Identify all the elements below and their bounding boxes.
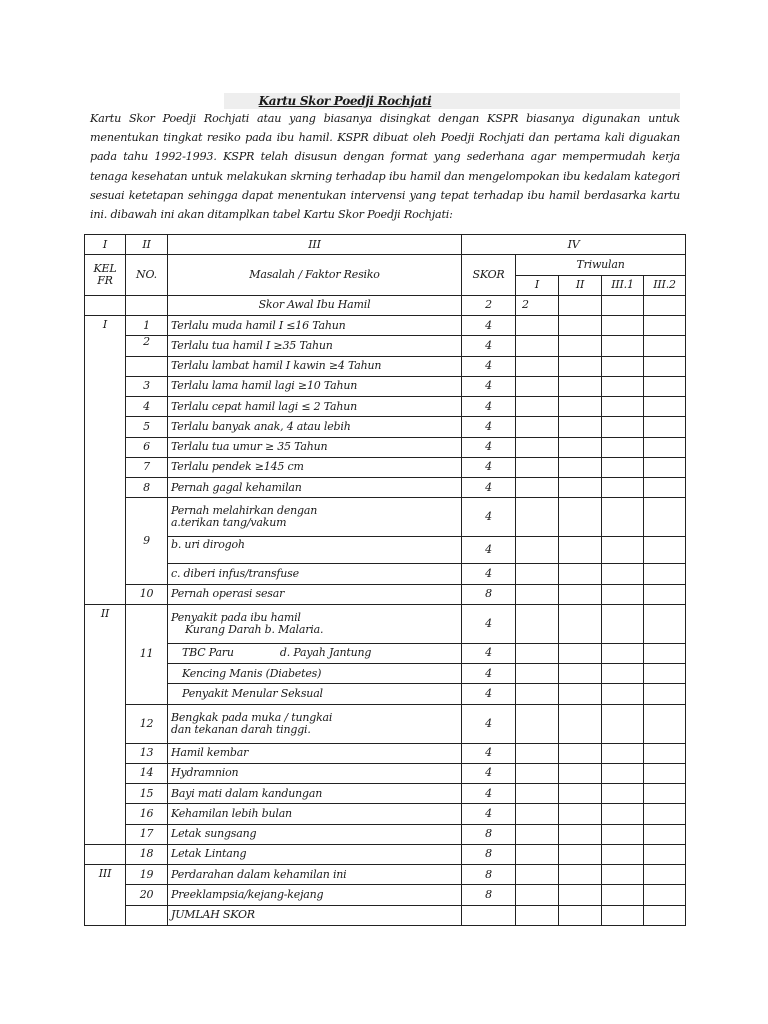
row-text: Terlalu tua umur ≥ 35 Tahun <box>168 437 462 457</box>
row-no <box>126 356 168 376</box>
row-text: Terlalu lama hamil lagi ≥10 Tahun <box>168 376 462 396</box>
header-kel-fr <box>85 255 126 296</box>
row-no: 15 <box>126 784 168 804</box>
row-skor: 4 <box>462 604 516 643</box>
row-text: Letak Lintang <box>168 844 462 864</box>
row-text: Perdarahan dalam kehamilan ini <box>168 865 462 885</box>
document-title: Kartu Skor Poedji Rochjati <box>258 94 432 108</box>
header-masalah: Masalah / Faktor Resiko <box>168 255 462 296</box>
row-no: 16 <box>126 804 168 824</box>
row-text: Letak sungsang <box>168 824 462 844</box>
row-no: 20 <box>126 885 168 905</box>
table-row <box>85 417 686 437</box>
table-row <box>85 643 686 663</box>
header-col-3: III <box>168 235 462 255</box>
row-text-line-1: Penyakit pada ibu hamil <box>171 610 301 624</box>
row-skor: 4 <box>462 643 516 663</box>
skor-awal-label: Skor Awal Ibu Hamil <box>168 295 462 315</box>
header-skor: SKOR <box>462 255 516 296</box>
row-skor: 8 <box>462 844 516 864</box>
table-row <box>85 824 686 844</box>
row-skor: 8 <box>462 885 516 905</box>
row-skor: 4 <box>462 457 516 477</box>
row-no: 7 <box>126 457 168 477</box>
skor-awal-triwulan-1: 2 <box>516 295 559 315</box>
row-no: 11 <box>126 604 168 704</box>
row-text: Terlalu tua hamil I ≥35 Tahun <box>168 336 462 356</box>
row-text: Terlalu pendek ≥145 cm <box>168 457 462 477</box>
row-no: 19 <box>126 865 168 885</box>
row-skor: 4 <box>462 437 516 457</box>
header-triwulan-3-2: III.2 <box>644 275 686 295</box>
row-skor: 4 <box>462 376 516 396</box>
row-text: b. uri dirogoh <box>168 537 462 564</box>
row-skor: 4 <box>462 743 516 763</box>
header-col-2: II <box>126 235 168 255</box>
row-text-line-1: Pernah melahirkan dengan <box>171 504 318 518</box>
row-skor: 4 <box>462 804 516 824</box>
row-text: Terlalu lambat hamil I kawin ≥4 Tahun <box>168 356 462 376</box>
header-row-labels <box>85 255 686 275</box>
row-no: 18 <box>126 844 168 864</box>
row-text: TBC Paru d. Payah Jantung <box>168 643 462 663</box>
row-text: Hydramnion <box>168 763 462 783</box>
row-text: Kencing Manis (Diabetes) <box>168 664 462 684</box>
skor-awal-value: 2 <box>462 295 516 315</box>
row-text: Bayi mati dalam kandungan <box>168 784 462 804</box>
table-row <box>85 498 686 537</box>
row-no: 1 <box>126 316 168 336</box>
row-skor: 4 <box>462 498 516 537</box>
row-skor: 8 <box>462 824 516 844</box>
table-row <box>85 664 686 684</box>
table-row <box>85 376 686 396</box>
row-skor: 4 <box>462 684 516 704</box>
row-skor: 4 <box>462 397 516 417</box>
row-text: Kehamilan lebih bulan <box>168 804 462 824</box>
row-text: Pernah operasi sesar <box>168 584 462 604</box>
row-skor: 4 <box>462 356 516 376</box>
row-text-line-2: a.terikan tang/vakum <box>171 516 287 530</box>
header-col-4: IV <box>462 235 686 255</box>
row-skor: 4 <box>462 564 516 584</box>
table-row <box>85 885 686 905</box>
row-text <box>168 604 462 643</box>
row-skor: 4 <box>462 478 516 498</box>
row-text: Terlalu banyak anak, 4 atau lebih <box>168 417 462 437</box>
header-triwulan: Triwulan <box>516 255 686 275</box>
row-text: Terlalu muda hamil I ≤16 Tahun <box>168 316 462 336</box>
row-text-line-2: dan tekanan darah tinggi. <box>171 722 311 736</box>
table-row-skor-awal <box>85 295 686 315</box>
table-row <box>85 316 686 336</box>
row-no: 14 <box>126 763 168 783</box>
row-no: 9 <box>126 498 168 584</box>
table-row <box>85 397 686 417</box>
row-text: Hamil kembar <box>168 743 462 763</box>
row-skor: 4 <box>462 417 516 437</box>
row-no: 3 <box>126 376 168 396</box>
header-triwulan-1: I <box>516 275 559 295</box>
row-skor: 4 <box>462 664 516 684</box>
kel-group-3: III <box>85 865 126 926</box>
table-row <box>85 336 686 356</box>
row-text <box>168 704 462 743</box>
row-text-line-1: Bengkak pada muka / tungkai <box>171 710 333 724</box>
row-text: Terlalu cepat hamil lagi ≤ 2 Tahun <box>168 397 462 417</box>
table-row <box>85 584 686 604</box>
header-kel: KEL <box>93 262 117 275</box>
row-skor: 4 <box>462 537 516 564</box>
row-skor: 4 <box>462 704 516 743</box>
row-text: c. diberi infus/transfuse <box>168 564 462 584</box>
table-row <box>85 437 686 457</box>
row-no: 4 <box>126 397 168 417</box>
table-row <box>85 604 686 643</box>
row-skor: 4 <box>462 784 516 804</box>
row-no: 13 <box>126 743 168 763</box>
table-row <box>85 784 686 804</box>
table-row <box>85 537 686 564</box>
row-no: 17 <box>126 824 168 844</box>
header-triwulan-3-1: III.1 <box>602 275 644 295</box>
jumlah-skor-label: JUMLAH SKOR <box>168 905 462 925</box>
row-no: 12 <box>126 704 168 743</box>
table-row <box>85 743 686 763</box>
table-row <box>85 478 686 498</box>
header-col-1: I <box>85 235 126 255</box>
row-text <box>168 498 462 537</box>
row-no: 10 <box>126 584 168 604</box>
header-fr: FR <box>97 274 113 287</box>
table-row <box>85 844 686 864</box>
kspr-table <box>84 234 686 926</box>
table-row <box>85 763 686 783</box>
row-text: Penyakit Menular Seksual <box>168 684 462 704</box>
row-no: 2 <box>126 336 168 356</box>
header-no: NO. <box>126 255 168 296</box>
header-triwulan-2: II <box>559 275 602 295</box>
table-row <box>85 704 686 743</box>
kel-group-1: I <box>85 316 126 605</box>
row-skor: 8 <box>462 865 516 885</box>
header-row-roman <box>85 235 686 255</box>
row-skor: 8 <box>462 584 516 604</box>
row-skor: 4 <box>462 763 516 783</box>
table-row <box>85 356 686 376</box>
row-skor: 4 <box>462 336 516 356</box>
table-row <box>85 564 686 584</box>
row-no: 8 <box>126 478 168 498</box>
row-text: Pernah gagal kehamilan <box>168 478 462 498</box>
row-skor: 4 <box>462 316 516 336</box>
row-text-line-2: Kurang Darah b. Malaria. <box>185 622 324 636</box>
table-row <box>85 457 686 477</box>
table-row-jumlah <box>85 905 686 925</box>
table-row <box>85 865 686 885</box>
row-no: 6 <box>126 437 168 457</box>
table-row <box>85 684 686 704</box>
row-text: Preeklampsia/kejang-kejang <box>168 885 462 905</box>
intro-paragraph: Kartu Skor Poedji Rochjati atau yang biasanya disingkat dengan KSPR biasanya digunakan untuk menentukan tingkat resiko pada ibu hamil. KSPR dibuat oleh Poedji Rochjati dan pertama kali diguakan pada tahu 1992-1993. KSPR telah disusun dengan format yang sederhana agar mempermudah kerja tenaga kesehatan untuk melakukan skrning terhadap ibu hamil dan mengelompokan ibu kedalam kategori sesuai ketetapan sehingga dapat menentukan intervensi yang tepat terhadap ibu hamil berdasarka kartu ini. dibawah ini akan ditamplkan tabel Kartu Skor Poedji Rochjati: <box>90 112 680 222</box>
row-no: 5 <box>126 417 168 437</box>
kel-group-2: II <box>85 604 126 844</box>
table-row <box>85 804 686 824</box>
